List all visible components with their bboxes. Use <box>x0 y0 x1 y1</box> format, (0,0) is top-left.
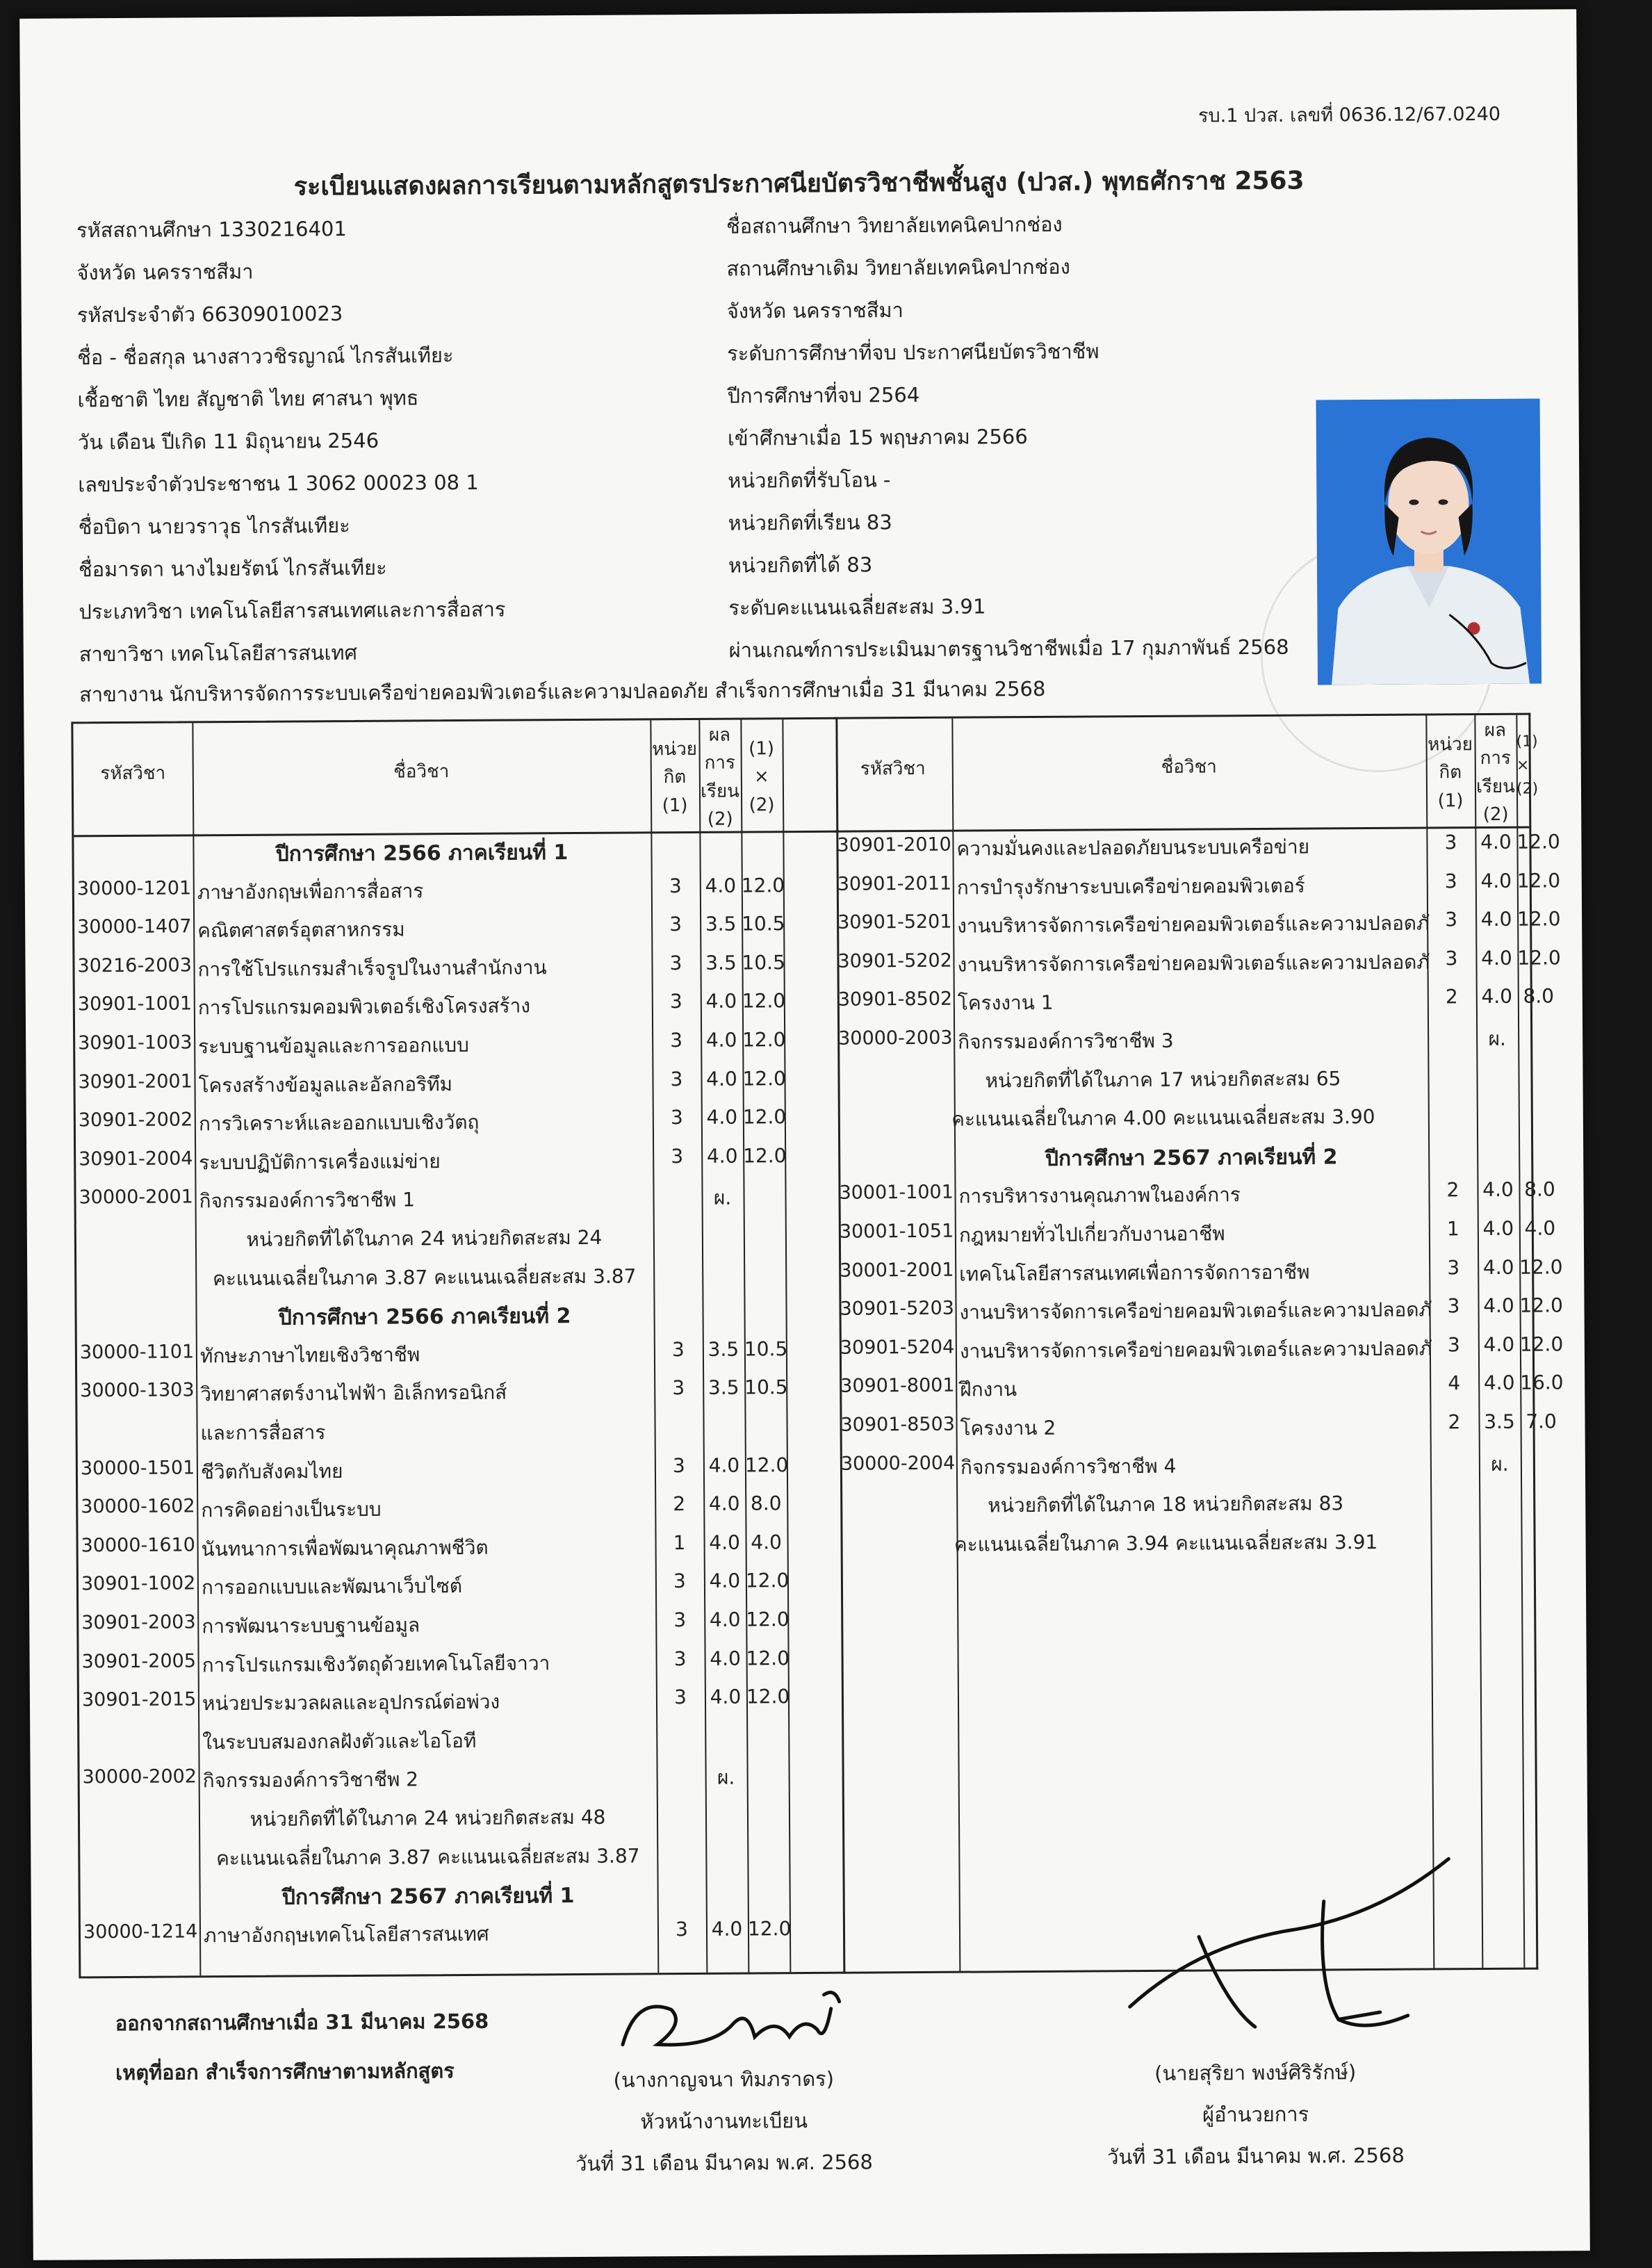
course-grade: 4.0 <box>1480 869 1512 892</box>
header-credit: หน่วย กิต (1) <box>652 738 698 816</box>
course-code: 30000-1501 <box>80 1456 195 1479</box>
school-info-line: หน่วยกิตที่ได้ 83 <box>728 553 873 578</box>
course-points: 12.0 <box>741 873 785 897</box>
course-name: ระบบปฏิบัติการเครื่องแม่ข่าย <box>199 1150 441 1175</box>
school-info-line: จังหวัด นครราชสีมา <box>726 298 903 323</box>
course-credit: 3 <box>673 1608 687 1632</box>
major-line: สาขางาน นักบริหารจัดการระบบเครือข่ายคอมพิวเตอร์และความปลอดภัย สำเร็จการศึกษาเมื่อ 31 มีนาคม 2568 <box>79 676 1046 707</box>
semester-summary: หน่วยกิตที่ได้ในภาค 24 หน่วยกิตสะสม 24 <box>246 1225 603 1251</box>
course-grade: 4.0 <box>710 1647 741 1670</box>
director-date: วันที่ 31 เดือน มีนาคม พ.ศ. 2568 <box>1107 2143 1405 2169</box>
course-name: โครงสร้างข้อมูลและอัลกอริทึม <box>198 1072 453 1097</box>
semester-summary: หน่วยกิตที่ได้ในภาค 24 หน่วยกิตสะสม 48 <box>250 1805 606 1831</box>
page-title: ระเบียนแสดงผลการเรียนตามหลักสูตรประกาศนียบัตรวิชาชีพชั้นสูง (ปวส.) พุทธศักราช 2563 <box>293 166 1305 202</box>
course-code: 30216-2003 <box>77 954 192 977</box>
course-points: 12.0 <box>747 1916 792 1941</box>
course-code: 30901-2010 <box>837 833 951 856</box>
course-credit: 3 <box>673 1686 687 1709</box>
course-credit: 1 <box>1446 1217 1459 1241</box>
course-credit: 3 <box>670 1106 683 1129</box>
course-code: 30901-5202 <box>837 949 952 972</box>
course-grade: 4.0 <box>1482 1178 1514 1202</box>
course-credit: 3 <box>1445 908 1458 931</box>
course-name: งานบริหารจัดการเครือข่ายคอมพิวเตอร์และความปลอดภั <box>957 950 1430 977</box>
course-points: 10.5 <box>744 1337 788 1361</box>
course-name: ภาษาอังกฤษเทคโนโลยีสารสนเทศ <box>203 1922 489 1948</box>
school-info-line: ระดับการศึกษาที่จบ ประกาศนียบัตรวิชาชีพ <box>727 339 1099 366</box>
course-name: โครงงาน 2 <box>960 1416 1056 1440</box>
course-grade: 4.0 <box>709 1531 740 1554</box>
course-points: 12.0 <box>1519 1255 1563 1279</box>
course-code: 30901-1001 <box>77 993 193 1015</box>
director-name: (นายสุริยา พงษ์ศิริรักษ์) <box>1154 2060 1357 2085</box>
course-points: 10.5 <box>742 912 785 936</box>
course-grade: 4.0 <box>706 1144 738 1168</box>
course-credit: 3 <box>671 1337 685 1361</box>
course-grade: 4.0 <box>708 1453 740 1477</box>
course-credit: 3 <box>1447 1255 1460 1279</box>
course-credit: 1 <box>673 1531 686 1554</box>
course-points: 16.0 <box>1520 1371 1564 1395</box>
registrar-title: หัวหน้างานทะเบียน <box>640 2109 808 2134</box>
header-subject: ชื่อวิชา <box>393 761 450 783</box>
course-credit: 3 <box>675 1917 688 1941</box>
course-name: ฝึกงาน <box>960 1378 1017 1402</box>
grades-table-left <box>71 717 845 1979</box>
course-points: 12.0 <box>742 989 786 1013</box>
document-number: รบ.1 ปวส. เลขที่ 0636.12/67.0240 <box>1198 103 1501 127</box>
course-code: 30000-1303 <box>80 1379 195 1402</box>
student-info-line: ชื่อ - ชื่อสกุล นางสาววชิรญาณ์ ไกรสันเทียะ <box>77 343 454 370</box>
course-grade: 4.0 <box>705 989 737 1013</box>
course-credit: 3 <box>670 1029 683 1052</box>
course-points: 12.0 <box>1519 1294 1563 1317</box>
course-points: 8.0 <box>1523 984 1555 1009</box>
course-grade: 4.0 <box>706 1067 737 1091</box>
course-name: การบำรุงรักษาระบบเครือข่ายคอมพิวเตอร์ <box>956 874 1305 899</box>
course-name: การพัฒนาระบบฐานข้อมูล <box>202 1613 420 1638</box>
student-info-line: เลขประจำตัวประชาชน 1 3062 00023 08 1 <box>78 470 479 497</box>
grades-table-right <box>833 713 1564 1974</box>
semester-summary: หน่วยกิตที่ได้ในภาค 17 หน่วยกิตสะสม 65 <box>985 1066 1341 1093</box>
student-info-line: วัน เดือน ปีเกิด 11 มิถุนายน 2546 <box>77 428 379 455</box>
school-info-line: ปีการศึกษาที่จบ 2564 <box>727 382 920 408</box>
semester-heading: ปีการศึกษา 2567 ภาคเรียนที่ 2 <box>1045 1145 1338 1171</box>
course-code: 30000-1407 <box>77 915 192 938</box>
course-points: 12.0 <box>746 1685 790 1708</box>
course-points: 10.5 <box>744 1376 788 1399</box>
course-points: 12.0 <box>742 1028 786 1052</box>
course-name: กิจกรรมองค์การวิชาชีพ 1 <box>199 1188 416 1213</box>
course-code: 30901-5201 <box>837 911 952 933</box>
course-name: ระบบฐานข้อมูลและการออกแบบ <box>198 1033 469 1059</box>
course-grade: 4.0 <box>1480 830 1512 854</box>
course-points: 12.0 <box>746 1646 790 1670</box>
course-points: 8.0 <box>1524 1177 1555 1202</box>
course-code: 30901-1002 <box>81 1572 196 1595</box>
course-grade: 3.5 <box>705 951 737 974</box>
course-credit: 3 <box>670 1067 683 1091</box>
director-title: ผู้อำนวยการ <box>1202 2102 1309 2127</box>
course-credit: 3 <box>672 1376 685 1400</box>
course-grade: 4.0 <box>705 1028 737 1052</box>
course-code: 30901-2001 <box>78 1070 193 1093</box>
course-grade: 3.5 <box>705 912 737 936</box>
semester-heading: ปีการศึกษา 2567 ภาคเรียนที่ 1 <box>281 1884 575 1910</box>
course-points: 12.0 <box>743 1143 787 1168</box>
school-info-line: ระดับคะแนนเฉลี่ยสะสม 3.91 <box>728 594 986 620</box>
course-name: ชีวิตกับสังคมไทย <box>200 1459 343 1483</box>
course-name: เทคโนโลยีสารสนเทศเพื่อการจัดการอาชีพ <box>959 1260 1310 1286</box>
course-points: 12.0 <box>1516 830 1560 854</box>
course-credit: 3 <box>673 1569 686 1593</box>
course-grade: 4.0 <box>709 1608 741 1631</box>
student-info-line: สาขาวิชา เทคโนโลยีสารสนเทศ <box>79 640 358 667</box>
course-code: 30901-2002 <box>78 1109 193 1132</box>
course-points: 12.0 <box>742 1066 786 1091</box>
header-code-right: รหัสวิชา <box>860 758 926 780</box>
course-name: คณิตศาสตร์อุตสาหกรรม <box>197 917 405 943</box>
course-points: 10.5 <box>742 950 785 974</box>
course-code: 30000-1101 <box>79 1341 195 1364</box>
school-info-line: ชื่อสถานศึกษา วิทยาลัยเทคนิคปากช่อง <box>726 212 1063 238</box>
course-credit: 2 <box>1446 1178 1459 1202</box>
course-points: 12.0 <box>1517 946 1561 970</box>
course-points: 12.0 <box>1519 1332 1564 1356</box>
course-name: การโปรแกรมเชิงวัตถุด้วยเทคโนโลยีจาวา <box>202 1651 550 1676</box>
course-grade: 4.0 <box>1483 1332 1515 1356</box>
course-points: 4.0 <box>1524 1216 1556 1240</box>
course-credit: 3 <box>1447 1294 1460 1318</box>
course-credit: 3 <box>1445 947 1458 970</box>
course-name: ทักษะภาษาไทยเชิงวิชาชีพ <box>199 1343 420 1368</box>
student-info-line: ชื่อบิดา นายวราวุธ ไกรสันเทียะ <box>78 513 350 539</box>
course-points: 12.0 <box>746 1608 790 1631</box>
course-code: 30901-2011 <box>837 872 952 895</box>
course-points: 4.0 <box>751 1531 782 1554</box>
student-info-line: ประเภทวิชา เทคโนโลยีสารสนเทศและการสื่อสาร <box>79 597 506 624</box>
course-name: ภาษาอังกฤษเพื่อการสื่อสาร <box>197 879 424 904</box>
course-name: กิจกรรมองค์การวิชาชีพ 4 <box>960 1454 1177 1479</box>
leave-reason: เหตุที่ออก สำเร็จการศึกษาตามหลักสูตร <box>115 2059 455 2085</box>
course-points: 12.0 <box>1516 868 1561 892</box>
course-points: 12.0 <box>742 1105 787 1129</box>
course-code: 30901-2004 <box>79 1148 193 1170</box>
header-product-right: (1) × (2) <box>1516 733 1539 798</box>
course-credit: 2 <box>1448 1410 1461 1434</box>
course-name: กฎหมายทั่วไปเกี่ยวกับงานอาชีพ <box>958 1222 1225 1247</box>
course-points: 12.0 <box>745 1569 790 1592</box>
course-credit: 3 <box>669 874 682 897</box>
course-code: 30000-2002 <box>82 1765 197 1788</box>
course-credit: 3 <box>669 913 682 936</box>
header-grade: ผล การ เรียน (2) <box>700 724 739 830</box>
student-info-line: รหัสสถานศึกษา 1330216401 <box>76 217 347 243</box>
course-grade: 3.5 <box>708 1337 739 1361</box>
course-code: 30000-2001 <box>79 1186 193 1209</box>
course-name: การใช้โปรแกรมสำเร็จรูปในงานสำนักงาน <box>197 956 547 981</box>
course-code: 30000-1201 <box>76 876 192 899</box>
course-credit: 3 <box>1444 831 1457 854</box>
student-photo <box>1316 399 1541 685</box>
school-info-line: หน่วยกิตที่เรียน 83 <box>728 510 892 535</box>
course-grade: 4.0 <box>1481 946 1512 970</box>
course-grade: 4.0 <box>1483 1371 1515 1395</box>
student-portrait-image <box>1316 399 1541 685</box>
course-grade: 4.0 <box>709 1569 741 1593</box>
course-code: 30001-1001 <box>839 1182 954 1205</box>
course-grade: 4.0 <box>710 1685 742 1709</box>
course-grade: ผ. <box>1491 1452 1509 1476</box>
course-name: และการสื่อสาร <box>200 1421 326 1445</box>
header-product: (1) × (2) <box>749 738 775 816</box>
school-info-line: เข้าศึกษาเมื่อ 15 พฤษภาคม 2566 <box>727 425 1028 450</box>
course-code: 30000-2003 <box>838 1027 953 1050</box>
course-credit: 3 <box>673 1647 687 1670</box>
course-name: งานบริหารจัดการเครือข่ายคอมพิวเตอร์และความปลอดภั <box>959 1298 1432 1324</box>
semester-heading: ปีการศึกษา 2566 ภาคเรียนที่ 1 <box>275 840 569 867</box>
student-info-line: รหัสประจำตัว 66309010023 <box>76 302 343 327</box>
semester-summary: คะแนนเฉลี่ยในภาค 4.00 คะแนนเฉลี่ยสะสม 3.90 <box>951 1105 1375 1131</box>
student-info-line: ชื่อมารดา นางไมยรัตน์ ไกรสันเทียะ <box>78 555 387 582</box>
course-credit: 4 <box>1448 1371 1461 1395</box>
semester-summary: หน่วยกิตที่ได้ในภาค 18 หน่วยกิตสะสม 83 <box>988 1492 1344 1517</box>
semester-summary: คะแนนเฉลี่ยในภาค 3.87 คะแนนเฉลี่ยสะสม 3.87 <box>216 1844 640 1870</box>
course-credit: 3 <box>669 990 682 1013</box>
transcript-paper <box>19 9 1590 2260</box>
course-grade: ผ. <box>717 1766 735 1790</box>
course-grade: 4.0 <box>1482 1216 1514 1241</box>
course-name: กิจกรรมองค์การวิชาชีพ 2 <box>202 1768 419 1793</box>
course-name: งานบริหารจัดการเครือข่ายคอมพิวเตอร์และความปลอดภั <box>959 1337 1432 1363</box>
course-name: การบริหารงานคุณภาพในองค์การ <box>958 1183 1241 1209</box>
course-code: 30901-1003 <box>78 1031 193 1054</box>
leave-date: ออกจากสถานศึกษาเมื่อ 31 มีนาคม 2568 <box>115 2009 489 2036</box>
course-code: 30000-1214 <box>83 1920 198 1943</box>
course-credit: 3 <box>1447 1333 1460 1357</box>
course-code: 30901-8502 <box>837 988 953 1011</box>
course-name: การออกแบบและพัฒนาเว็บไซต์ <box>201 1574 463 1599</box>
header-subject-right: ชื่อวิชา <box>1161 756 1217 778</box>
course-points: 12.0 <box>1517 907 1561 931</box>
course-code: 30001-2001 <box>840 1259 954 1282</box>
registrar-date: วันที่ 31 เดือน มีนาคม พ.ศ. 2568 <box>575 2150 873 2176</box>
course-code: 30901-2015 <box>81 1688 197 1711</box>
course-credit: 3 <box>1444 869 1457 892</box>
director-signature <box>1115 1845 1505 2055</box>
student-info-line: จังหวัด นครราชสีมา <box>76 259 254 285</box>
course-grade: 4.0 <box>1481 985 1513 1009</box>
course-grade: ผ. <box>1488 1027 1506 1050</box>
registrar-name: (นางกาญจนา ทิมภราดร) <box>613 2066 835 2092</box>
course-grade: ผ. <box>713 1186 732 1210</box>
course-grade: 3.5 <box>1484 1410 1515 1434</box>
course-name: ในระบบสมองกลฝังตัวและไอโอที <box>202 1729 477 1754</box>
course-grade: 4.0 <box>708 1492 740 1516</box>
course-code: 30901-2003 <box>81 1611 196 1634</box>
course-code: 30000-2004 <box>840 1452 956 1475</box>
semester-heading: ปีการศึกษา 2566 ภาคเรียนที่ 2 <box>278 1304 571 1330</box>
header-code: รหัสวิชา <box>100 762 166 785</box>
course-name: งานบริหารจัดการเครือข่ายคอมพิวเตอร์และความปลอดภั <box>957 911 1430 938</box>
course-code: 30001-1051 <box>839 1220 954 1243</box>
course-grade: 4.0 <box>1483 1294 1514 1318</box>
course-credit: 2 <box>673 1492 686 1516</box>
course-credit: 2 <box>1445 985 1458 1009</box>
school-info-line: สถานศึกษาเดิม วิทยาลัยเทคนิคปากช่อง <box>726 254 1070 281</box>
course-credit: 3 <box>672 1453 685 1477</box>
student-info-line: เชื้อชาติ ไทย สัญชาติ ไทย ศาสนา พุทธ <box>77 386 419 412</box>
course-code: 30901-8503 <box>840 1413 956 1436</box>
course-name: การโปรแกรมคอมพิวเตอร์เชิงโครงสร้าง <box>197 994 531 1020</box>
course-grade: 4.0 <box>711 1917 743 1941</box>
course-grade: 3.5 <box>708 1376 739 1400</box>
semester-summary: คะแนนเฉลี่ยในภาค 3.94 คะแนนเฉลี่ยสะสม 3.91 <box>954 1530 1378 1556</box>
course-grade: 4.0 <box>1482 1255 1514 1279</box>
course-points: 12.0 <box>744 1453 789 1477</box>
course-code: 30901-5204 <box>840 1336 955 1359</box>
course-name: กิจกรรมองค์การวิชาชีพ 3 <box>958 1029 1174 1054</box>
course-grade: 4.0 <box>705 874 737 897</box>
course-credit: 3 <box>671 1144 684 1168</box>
course-code: 30901-2005 <box>81 1649 197 1672</box>
course-name: วิทยาศาสตร์งานไฟฟ้า อิเล็กทรอนิกส์ <box>200 1381 507 1406</box>
course-code: 30000-1610 <box>81 1534 196 1557</box>
course-name: การวิเคราะห์และออกแบบเชิงวัตถุ <box>198 1111 480 1136</box>
course-name: การคิดอย่างเป็นระบบ <box>201 1497 382 1522</box>
course-points: 7.0 <box>1526 1410 1557 1433</box>
course-name: หน่วยประมวลผลและอุปกรณ์ต่อพ่วง <box>202 1690 500 1715</box>
semester-summary: คะแนนเฉลี่ยในภาค 3.87 คะแนนเฉลี่ยสะสม 3.87 <box>212 1264 637 1290</box>
course-code: 30000-1602 <box>81 1495 195 1518</box>
course-name: นันทนาการเพื่อพัฒนาคุณภาพชีวิต <box>201 1535 489 1561</box>
course-name: โครงงาน 1 <box>957 991 1054 1015</box>
school-info-line: ผ่านเกณฑ์การประเมินมาตรฐานวิชาชีพเมื่อ 17 กุมภาพันธ์ 2568 <box>728 635 1289 662</box>
course-code: 30901-5203 <box>840 1297 954 1320</box>
registrar-signature <box>615 1980 866 2058</box>
school-info-line: หน่วยกิตที่รับโอน - <box>728 468 891 493</box>
course-grade: 4.0 <box>1480 907 1512 931</box>
course-name: ความมั่นคงและปลอดภัยบนระบบเครือข่าย <box>956 835 1310 860</box>
course-code: 30901-8001 <box>840 1375 955 1398</box>
header-grade-right: ผล การ เรียน (2) <box>1475 719 1515 825</box>
course-points: 8.0 <box>750 1492 782 1515</box>
course-credit: 3 <box>669 951 682 974</box>
course-grade: 4.0 <box>706 1105 738 1129</box>
header-credit-right: หน่วย กิต (1) <box>1428 734 1473 812</box>
